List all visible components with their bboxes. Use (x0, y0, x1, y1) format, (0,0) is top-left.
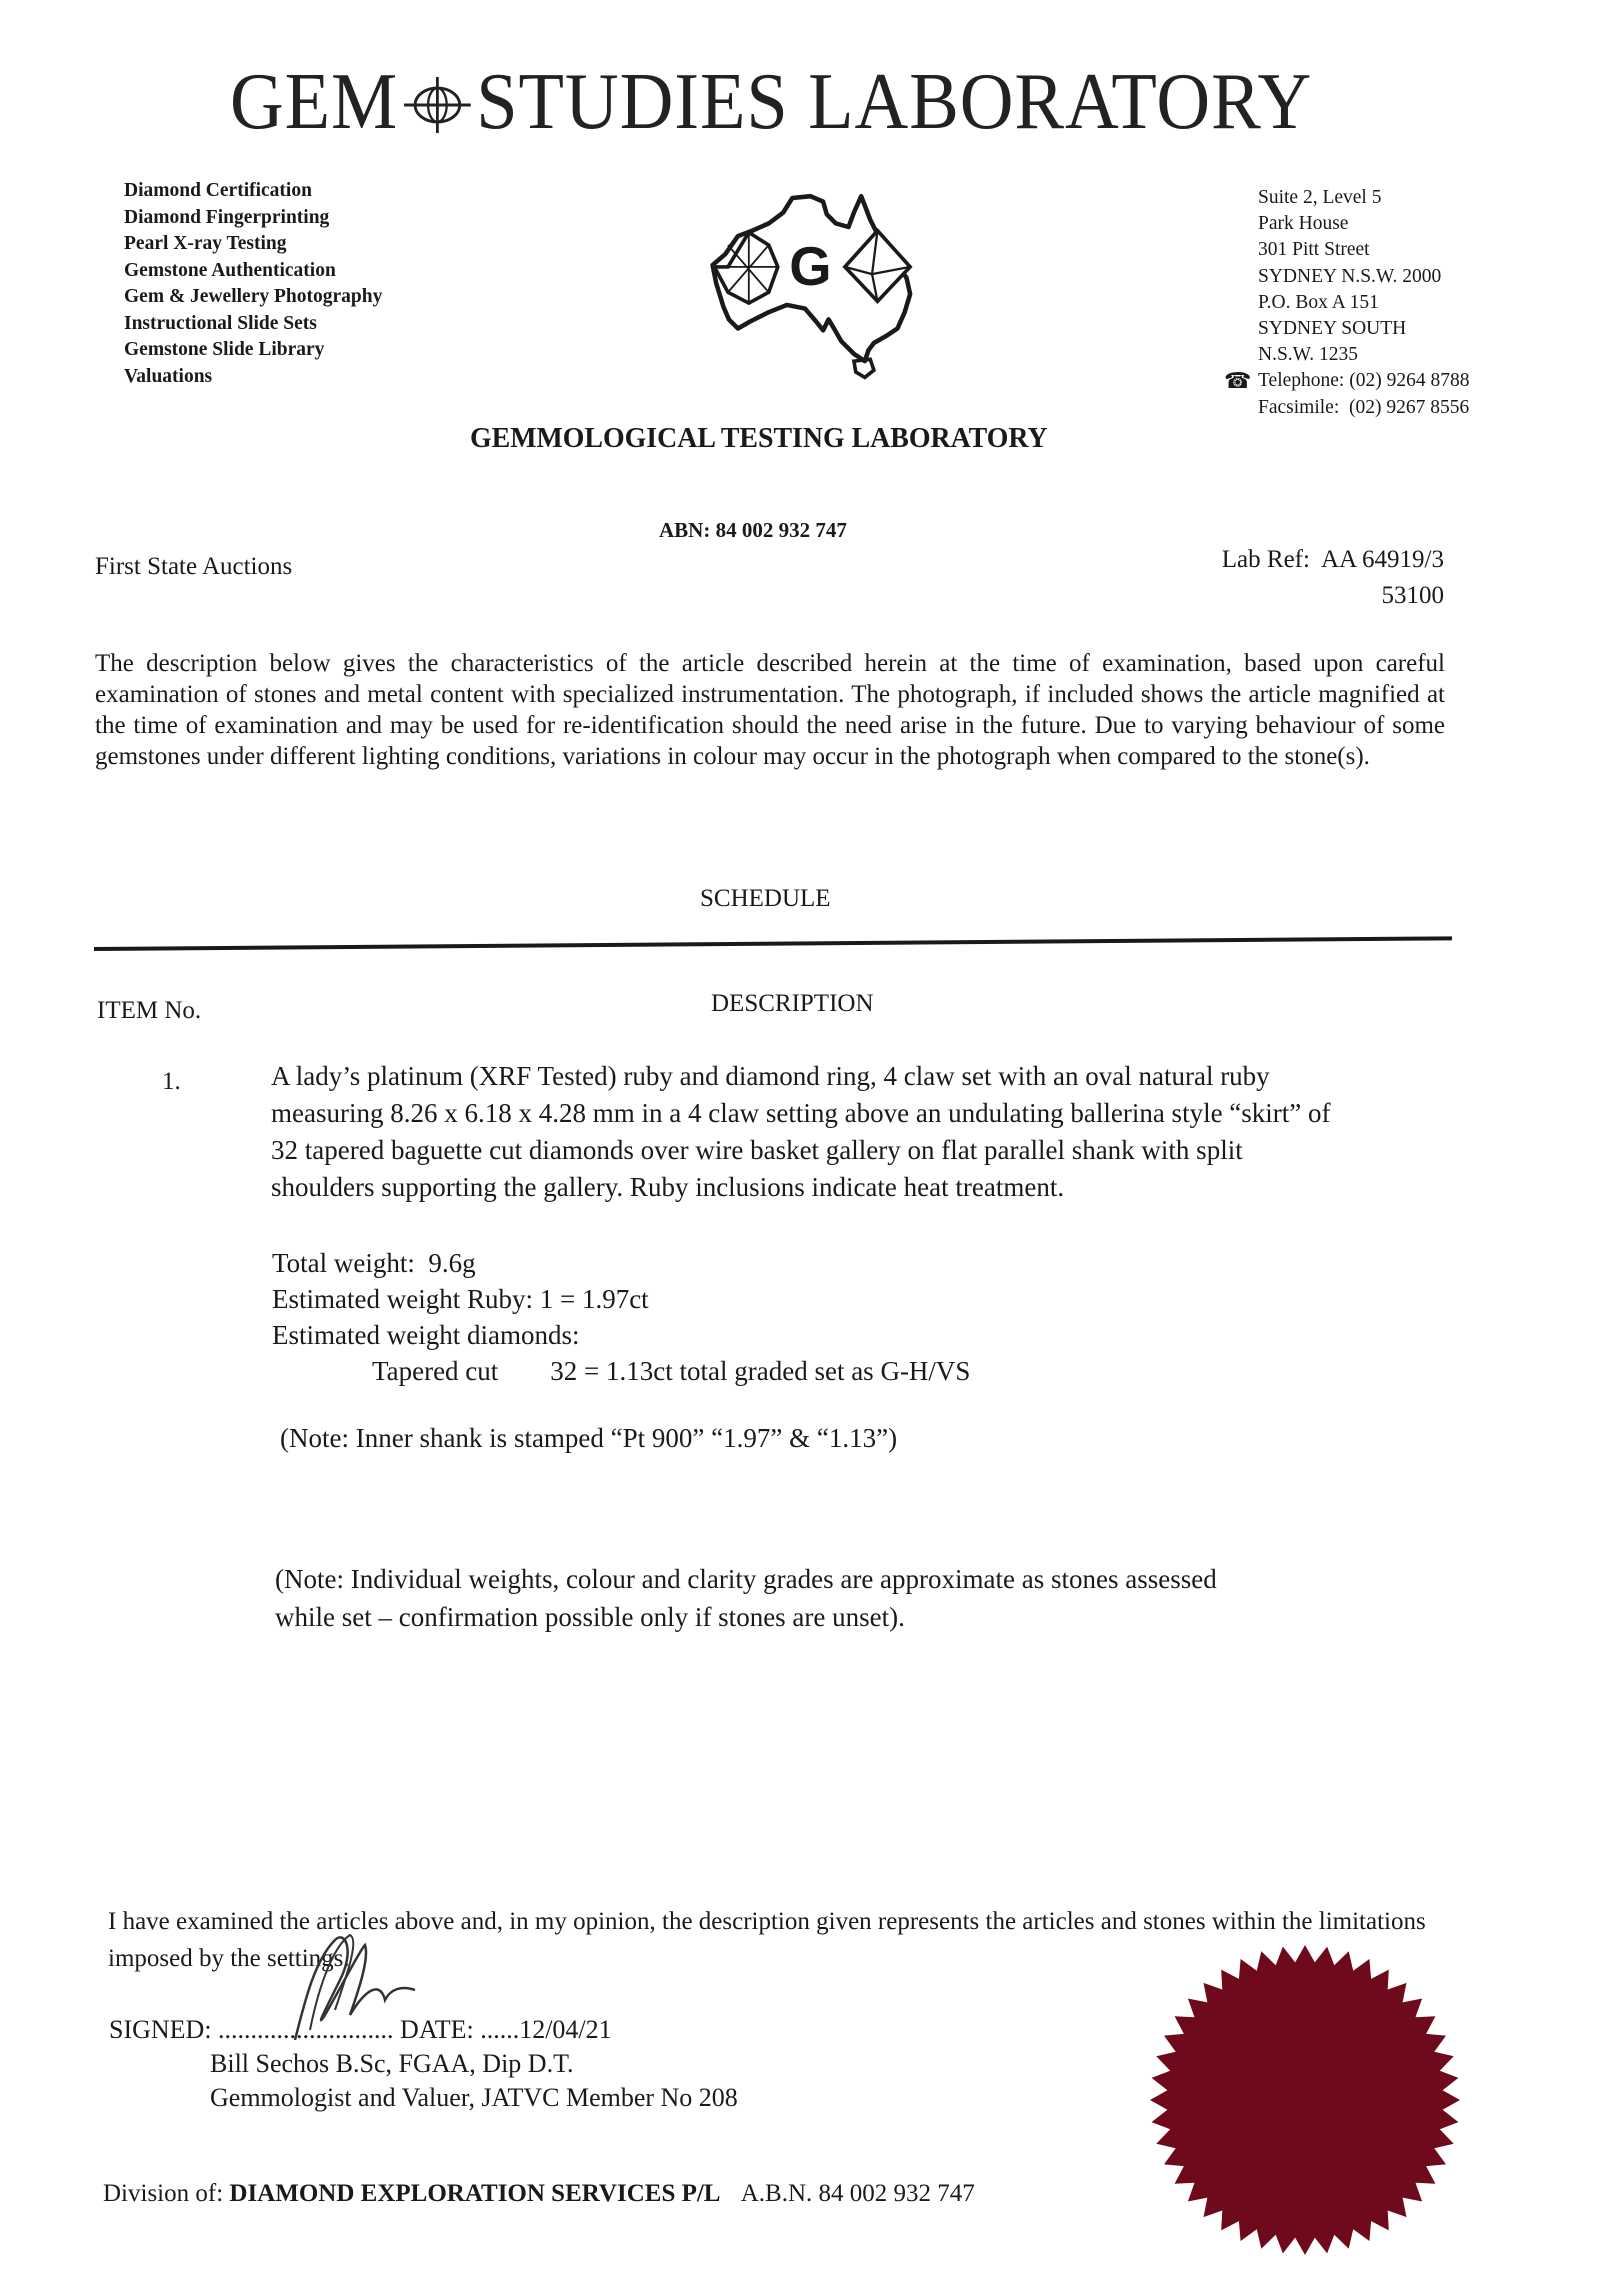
item-weights (272, 1245, 970, 1389)
address-line: Suite 2, Level 5 (1258, 187, 1382, 208)
diamonds-cut: Tapered cut (372, 1356, 499, 1386)
title-studies-laboratory: STUDIES LABORATORY (476, 58, 1313, 146)
diamonds-weight-label: Estimated weight diamonds: (272, 1320, 580, 1350)
signed-date-line: SIGNED: ........................... DATE: ......12/04/21 (109, 2015, 612, 2044)
lab-title (230, 58, 1313, 146)
service-item: Gem & Jewellery Photography (124, 286, 383, 307)
lab-ref-code: Lab Ref: AA 64919/3 (1221, 546, 1444, 573)
lab-address (1224, 185, 1470, 421)
address-line: SYDNEY N.S.W. 2000 (1258, 265, 1442, 287)
facsimile-line: Facsimile: (02) 9267 8556 (1258, 396, 1470, 418)
telephone-number: Telephone: (02) 9264 8788 (1258, 370, 1470, 392)
intro-paragraph: The description below gives the characteristics of the article described herein at the time of examination, based upon careful examination of stones and metal content with specialized instrumentation. The photograph, if included shows the article magnified at the time of examination and may be used for re-identification should the need arise in the future. Due to varying behaviour of some gemstones under different lighting conditions, variations in colour may occur in the photograph when compared to the stone(s). (95, 650, 1445, 770)
column-header-item-no: ITEM No. (97, 997, 202, 1024)
service-item: Gemstone Slide Library (124, 339, 325, 360)
globe-crosshair-icon (404, 77, 471, 133)
logo-letter-g: G (789, 236, 832, 297)
address-line: N.S.W. 1235 (1258, 344, 1359, 366)
diamonds-detail: 32 = 1.13ct total graded set as G-H/VS (550, 1356, 971, 1386)
services-list (124, 178, 382, 390)
lab-subtitle: GEMMOLOGICAL TESTING LABORATORY (470, 422, 1048, 454)
examiner-declaration: I have examined the articles above and, in my opinion, the description given represents the articles and stones within the limitations imposed by the settings. (108, 1908, 1426, 1972)
service-item: Diamond Fingerprinting (124, 206, 330, 228)
abn-number: ABN: 84 002 932 747 (659, 518, 847, 542)
footer-company: DIAMOND EXPLORATION SERVICES P/L (229, 2180, 721, 2207)
telephone-icon: ☎ (1224, 368, 1252, 394)
service-item: Valuations (124, 365, 213, 387)
approximation-note: (Note: Individual weights, colour and clarity grades are approximate as stones assessed while set – confirmation possible only if stones are unset). (275, 1564, 1217, 1632)
client-name: First State Auctions (95, 553, 293, 580)
address-line: Park House (1258, 213, 1349, 235)
footer-abn: A.B.N. 84 002 932 747 (740, 2180, 975, 2207)
telephone-line (1224, 368, 1470, 394)
address-line: SYDNEY SOUTH (1258, 318, 1407, 340)
diamonds-weight-row (272, 1353, 970, 1389)
service-item: Diamond Certification (124, 180, 312, 201)
service-item: Gemstone Authentication (124, 259, 336, 281)
round-diamond-icon (714, 232, 777, 303)
item-description: A lady’s platinum (XRF Tested) ruby and diamond ring, 4 claw set with an oval natural ruby measuring 8.26 x 6.18 x 4.28 mm in a 4 claw setting above an undulating ballerina style “skirt” of 32 tapered baguette cut diamonds over wire basket gallery on flat parallel shank with split shoulders supporting the gallery. Ruby inclusions indicate heat treatment. (271, 1061, 1331, 1202)
signer-role: Gemmologist and Valuer, JATVC Member No 208 (210, 2083, 738, 2112)
lab-ref-number: 53100 (1381, 582, 1444, 609)
service-item: Instructional Slide Sets (124, 312, 317, 334)
service-item: Pearl X-ray Testing (124, 233, 287, 254)
schedule-heading: SCHEDULE (700, 885, 831, 912)
australia-gem-logo (660, 170, 950, 400)
address-line: P.O. Box A 151 (1258, 291, 1379, 313)
title-gem: GEM (230, 58, 399, 146)
signer-name: Bill Sechos B.Sc, FGAA, Dip D.T. (210, 2049, 574, 2078)
address-line: 301 Pitt Street (1258, 239, 1370, 261)
ruby-weight: Estimated weight Ruby: 1 = 1.97ct (272, 1284, 649, 1314)
footer (103, 2180, 975, 2208)
footer-prefix: Division of: (103, 2180, 224, 2207)
lab-reference (1202, 542, 1444, 614)
total-weight: Total weight: 9.6g (272, 1248, 476, 1278)
red-seal-icon (1145, 1935, 1465, 2260)
octahedron-icon (845, 231, 910, 302)
column-header-description: DESCRIPTION (711, 990, 874, 1017)
stamp-note: (Note: Inner shank is stamped “Pt 900” “1.97” & “1.13”) (280, 1423, 898, 1453)
schedule-divider (94, 936, 1452, 951)
item-number: 1. (162, 1068, 181, 1095)
signature-block (109, 2013, 738, 2115)
